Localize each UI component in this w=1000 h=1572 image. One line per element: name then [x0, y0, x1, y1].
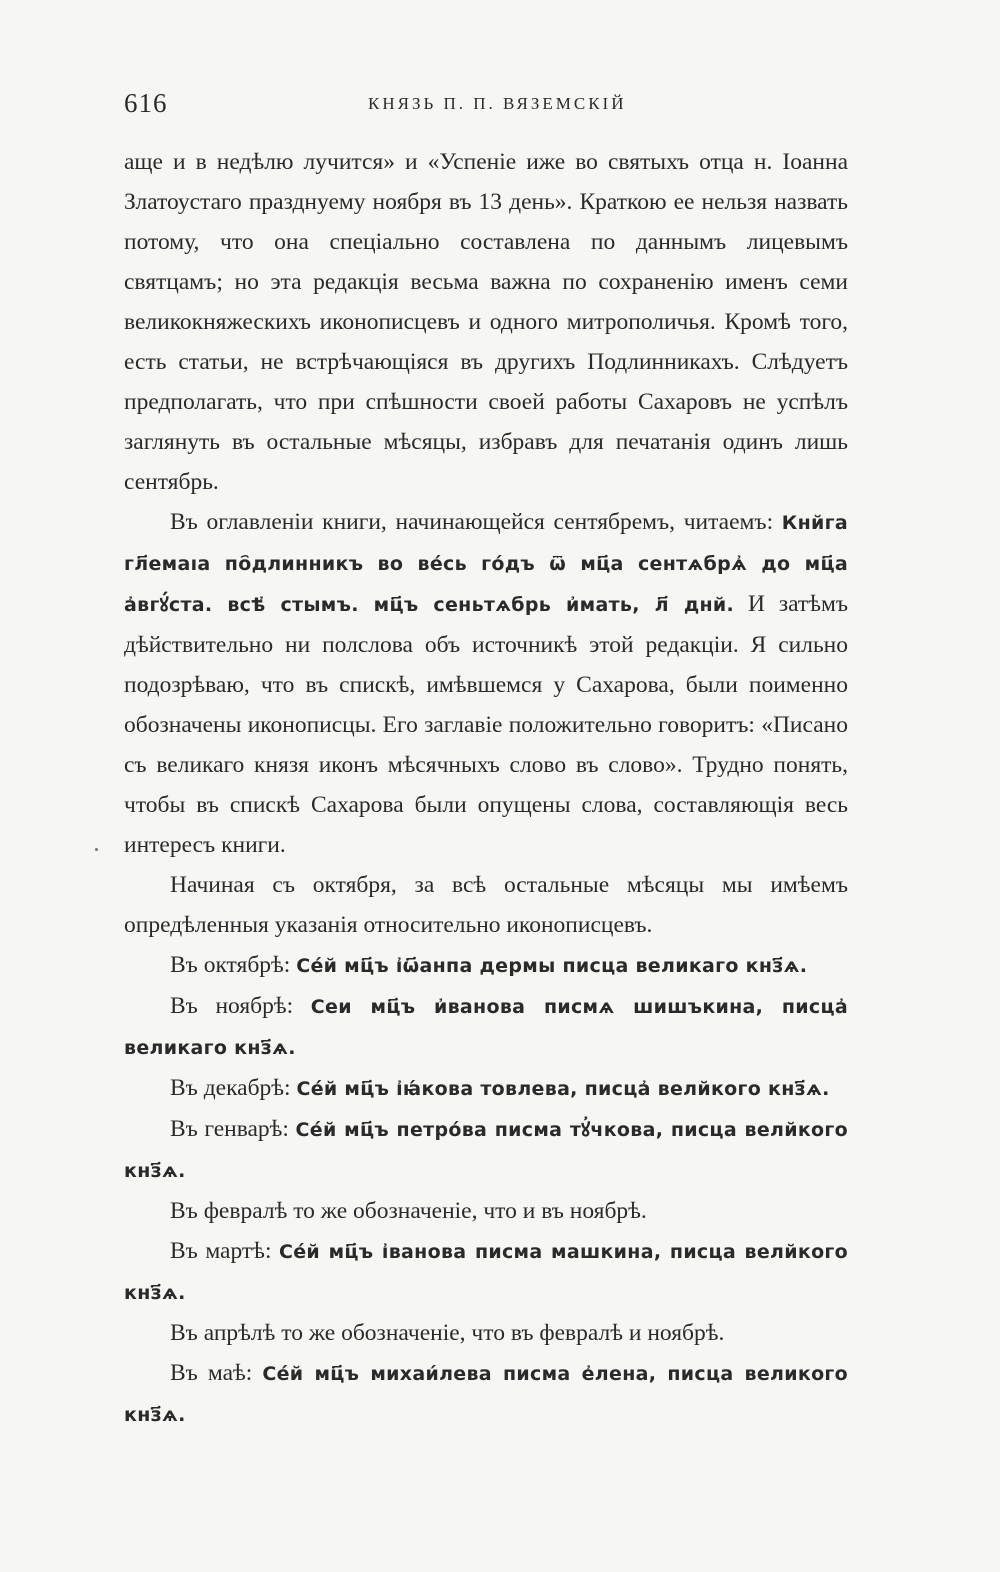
month-march: Въ мартѣ: Сéй мц҃ъ і҆ванова писма машкина, писца велйкого кнз҃ѧ. — [124, 1238, 849, 1304]
body-text — [124, 142, 848, 1435]
slavonic-quote: Сéй мц҃ъ і҆ѡ҃анпа дермы писца великаго кнз҃ѧ. — [296, 955, 808, 977]
paragraph-2: Въ оглавленіи книги, начинающейся сентябремъ, читаемъ: Кнйга гл҃емаıа по҄длинникъ во вéсь го́дъ ѿ мц҃а сентѧбрѧ҆ до мц҃а а҆вгꙋ́ста. всѣ҆ стымъ. мц҃ъ сеньтѧбрь и҆мать, л҃ днй. И затѣмъ дѣйствительно ни полслова объ источникѣ этой редакціи. Я сильно подозрѣваю, что въ спискѣ, имѣвшемся у Сахарова, были поименно обозначены иконописцы. Его заглавіе положительно говоритъ: «Писано съ великаго князя иконъ мѣсячныхъ слово въ слово». Трудно понять, чтобы въ спискѣ Сахарова были опущены слова, составляющія весь интересъ книги. — [124, 509, 848, 858]
month-may: Въ маѣ: Сéй мц҃ъ михаи́лева писма е҆лена, писца великого кнз҃ѧ. — [124, 1360, 849, 1426]
slavonic-quote: Кнйга гл҃емаıа по҄длинникъ во вéсь го́дъ ѿ мц҃а сентѧбрѧ҆ до мц҃а а҆вгꙋ́ста. всѣ҆ стымъ. мц҃ъ сеньтѧбрь и҆мать, л҃ днй. — [124, 512, 848, 616]
month-december: Въ декабрѣ: Сéй мц҃ъ і҆ꙗ́кова товлева, писца҆ велйкого кнз҃ѧ. — [170, 1075, 830, 1101]
paragraph-3: Начиная съ октября, за всѣ остальные мѣсяцы мы имѣемъ опредѣленныя указанія относительно иконописцевъ. — [124, 872, 848, 938]
page-number: 616 — [124, 88, 168, 118]
paragraph-1: аще и в недѣлю лучится» и «Успеніе иже во святыхъ отца н. Іоанна Златоустаго празднуему ноября въ 13 день». Краткою ее нельзя назвать потому, что она спеціально составлена по даннымъ лицевымъ святцамъ; но эта редакція весьма важна по сохраненію именъ семи великокняжескихъ иконописцевъ и одного митрополичья. Кромѣ того, есть статьи, не встрѣчающіяся въ другихъ Подлинникахъ. Слѣдуетъ предполагать, что при спѣшности своей работы Сахаровъ не успѣлъ заглянуть въ остальные мѣсяцы, избравъ для печатанія одинъ лишь сентябрь. — [124, 149, 848, 495]
page-header — [124, 88, 840, 120]
month-october: Въ октябрѣ: Сéй мц҃ъ і҆ѡ҃анпа дермы писца великаго кнз҃ѧ. — [170, 952, 808, 978]
slavonic-quote: Сеи мц҃ъ и҆ванова писмѧ шишъкина, писца҆ великаго кнз҃ѧ. — [124, 996, 848, 1059]
running-title: КНЯЗЬ П. П. ВЯЗЕМСКІЙ — [368, 94, 627, 113]
month-april: Въ апрѣлѣ то же обозначеніе, что въ февралѣ и ноябрѣ. — [170, 1320, 725, 1346]
slavonic-quote: Сéй мц҃ъ і҆ꙗ́кова товлева, писца҆ велйкого кнз҃ѧ. — [296, 1078, 830, 1100]
scan-speck — [95, 848, 98, 851]
month-february: Въ февралѣ то же обозначеніе, что и въ ноябрѣ. — [170, 1198, 647, 1224]
slavonic-quote: Сéй мц҃ъ петро́ва писма тꙋ҆чкова, писца велйкого кнз҃ѧ. — [124, 1119, 848, 1182]
month-january: Въ генварѣ: Сéй мц҃ъ петро́ва писма тꙋ҆чкова, писца велйкого кнз҃ѧ. — [124, 1116, 848, 1182]
slavonic-quote: Сéй мц҃ъ михаи́лева писма е҆лена, писца великого кнз҃ѧ. — [124, 1363, 849, 1426]
month-november: Въ ноябрѣ: Сеи мц҃ъ и҆ванова писмѧ шишъкина, писца҆ великаго кнз҃ѧ. — [124, 993, 848, 1059]
slavonic-quote: Сéй мц҃ъ і҆ванова писма машкина, писца велйкого кнз҃ѧ. — [124, 1241, 849, 1304]
